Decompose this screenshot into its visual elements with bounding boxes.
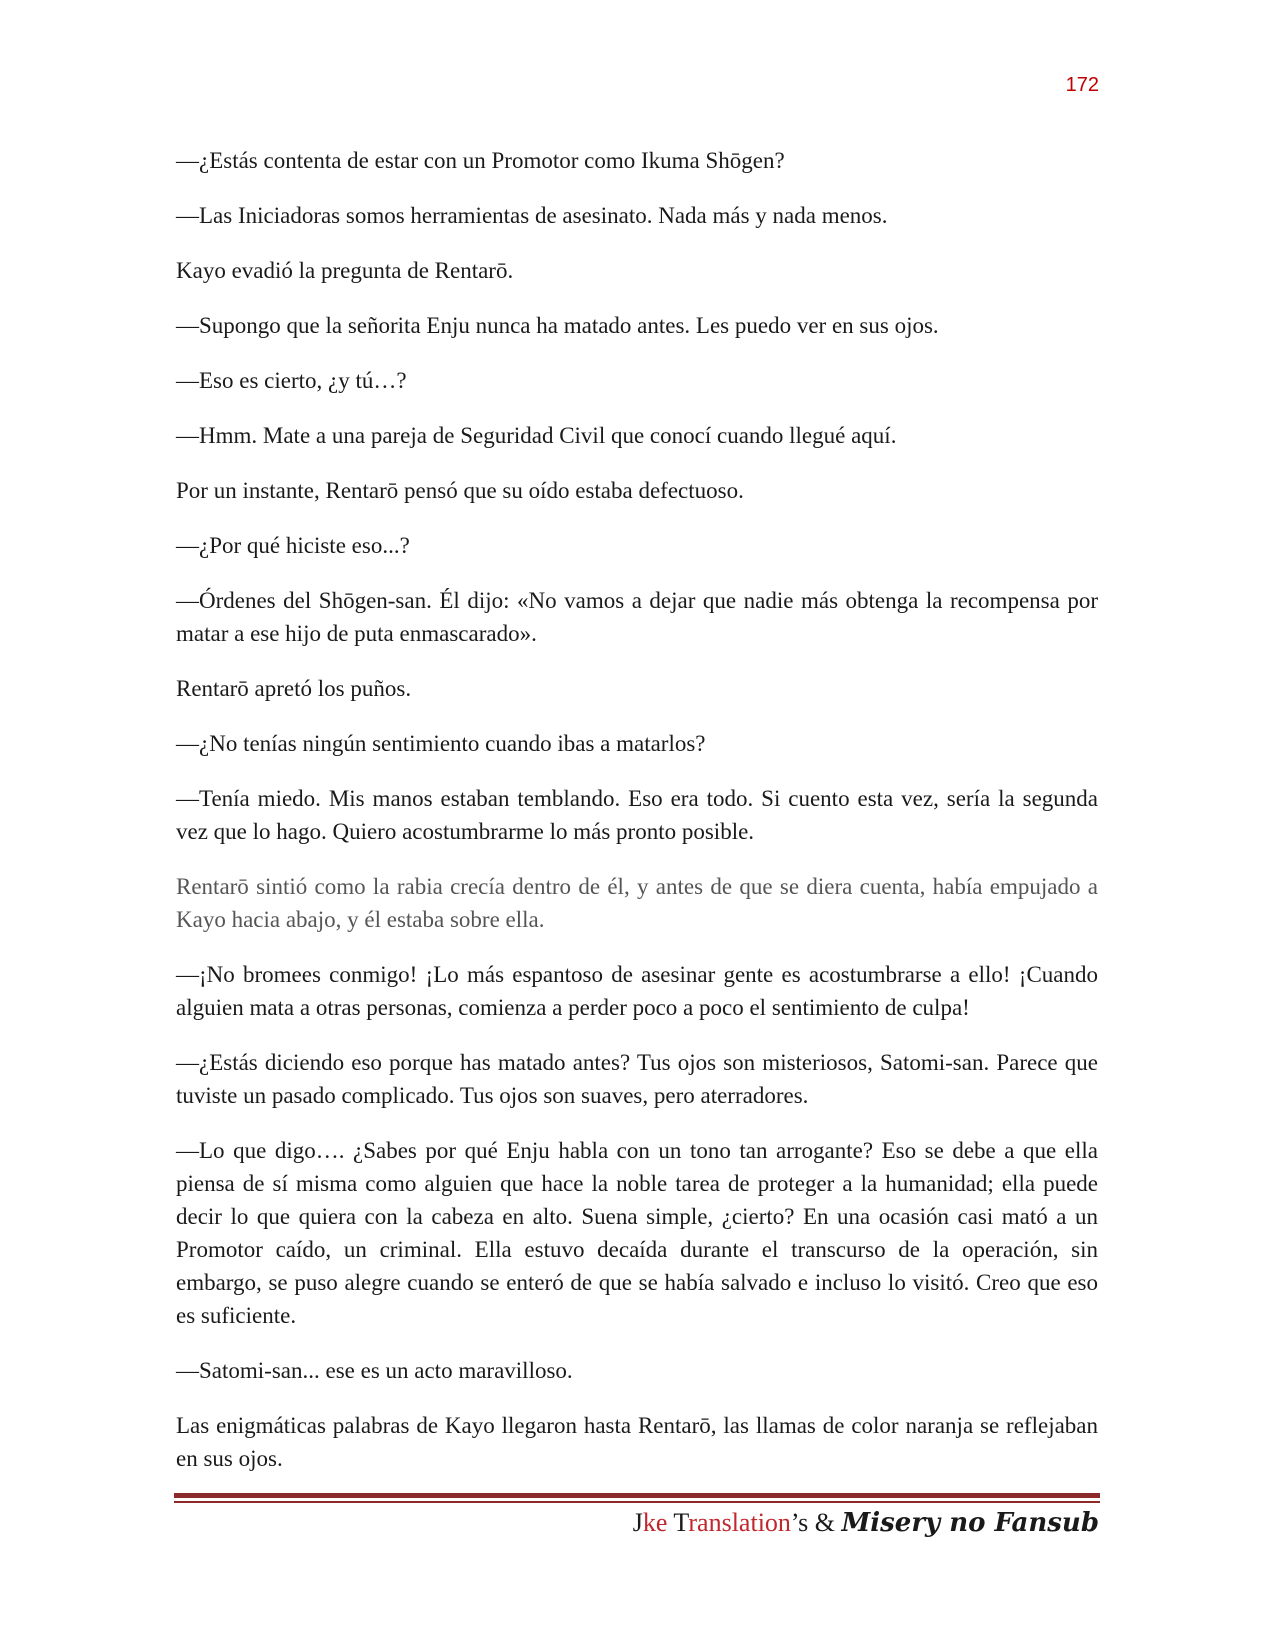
paragraph: —Tenía miedo. Mis manos estaban temblando. Eso era todo. Si cuento esta vez, sería la segunda vez que lo hago. Quiero acostumbrarme lo más pronto posible.	[176, 786, 1098, 844]
paragraph: —Hmm. Mate a una pareja de Seguridad Civil que conocí cuando llegué aquí.	[176, 423, 897, 448]
footer-credit-script: Misery no Fansub	[841, 1508, 1099, 1538]
paragraph: Rentarō apretó los puños.	[176, 676, 412, 701]
paragraph: —Satomi-san... ese es un acto maravilloso.	[176, 1358, 573, 1383]
paragraph: Por un instante, Rentarō pensó que su oído estaba defectuoso.	[176, 478, 744, 503]
paragraph: —¿No tenías ningún sentimiento cuando ibas a matarlos?	[176, 731, 706, 756]
paragraph: —¿Estás diciendo eso porque has matado antes? Tus ojos son misteriosos, Satomi-san. Parece que tuviste un pasado complicado. Tus ojos son suaves, pero aterradores.	[176, 1050, 1098, 1108]
paragraph: —Eso es cierto, ¿y tú…?	[176, 368, 407, 393]
body-text	[176, 144, 1098, 1497]
footer-rule	[174, 1493, 1100, 1498]
paragraph: —¿Estás contenta de estar con un Promotor como Ikuma Shōgen?	[176, 148, 785, 173]
paragraph: Las enigmáticas palabras de Kayo llegaron hasta Rentarō, las llamas de color naranja se reflejaban en sus ojos.	[176, 1413, 1098, 1471]
paragraph: Rentarō sintió como la rabia crecía dentro de él, y antes de que se diera cuenta, había empujado a Kayo hacia abajo, y él estaba sobre ella.	[176, 874, 1098, 932]
paragraph: Kayo evadió la pregunta de Rentarō.	[176, 258, 514, 283]
footer-credit-part: J	[632, 1508, 643, 1537]
footer-credit-part: ’s &	[790, 1508, 842, 1537]
footer-rule-thin	[174, 1501, 1100, 1503]
paragraph: —¡No bromees conmigo! ¡Lo más espantoso de asesinar gente es acostumbrarse a ello! ¡Cuando alguien mata a otras personas, comienza a perder poco a poco el sentimiento de culpa!	[176, 962, 1098, 1020]
paragraph: —Supongo que la señorita Enju nunca ha matado antes. Les puedo ver en sus ojos.	[176, 313, 939, 338]
page-number: 172	[1065, 74, 1099, 96]
paragraph: —Las Iniciadoras somos herramientas de asesinato. Nada más y nada menos.	[176, 203, 888, 228]
paragraph: —¿Por qué hiciste eso...?	[176, 533, 410, 558]
footer-credit	[633, 1508, 1099, 1538]
paragraph: —Órdenes del Shōgen-san. Él dijo: «No vamos a dejar que nadie más obtenga la recompensa por matar a ese hijo de puta enmascarado».	[176, 588, 1098, 646]
footer-credit-part: ranslation	[688, 1508, 791, 1537]
footer-credit-part: T	[673, 1508, 689, 1537]
paragraph: —Lo que digo…. ¿Sabes por qué Enju habla con un tono tan arrogante? Eso se debe a que ella piensa de sí misma como alguien que hace la noble tarea de proteger a la humanidad; ella puede decir lo que quiera con la cabeza en alto. Suena simple, ¿cierto? En una ocasión casi mató a un Promotor caído, un criminal. Ella estuvo decaída durante el transcurso de la operación, sin embargo, se puso alegre cuando se enteró de que se había salvado e incluso lo visitó. Creo que eso es suficiente.	[176, 1138, 1098, 1328]
footer-credit-part: ke	[642, 1508, 674, 1537]
